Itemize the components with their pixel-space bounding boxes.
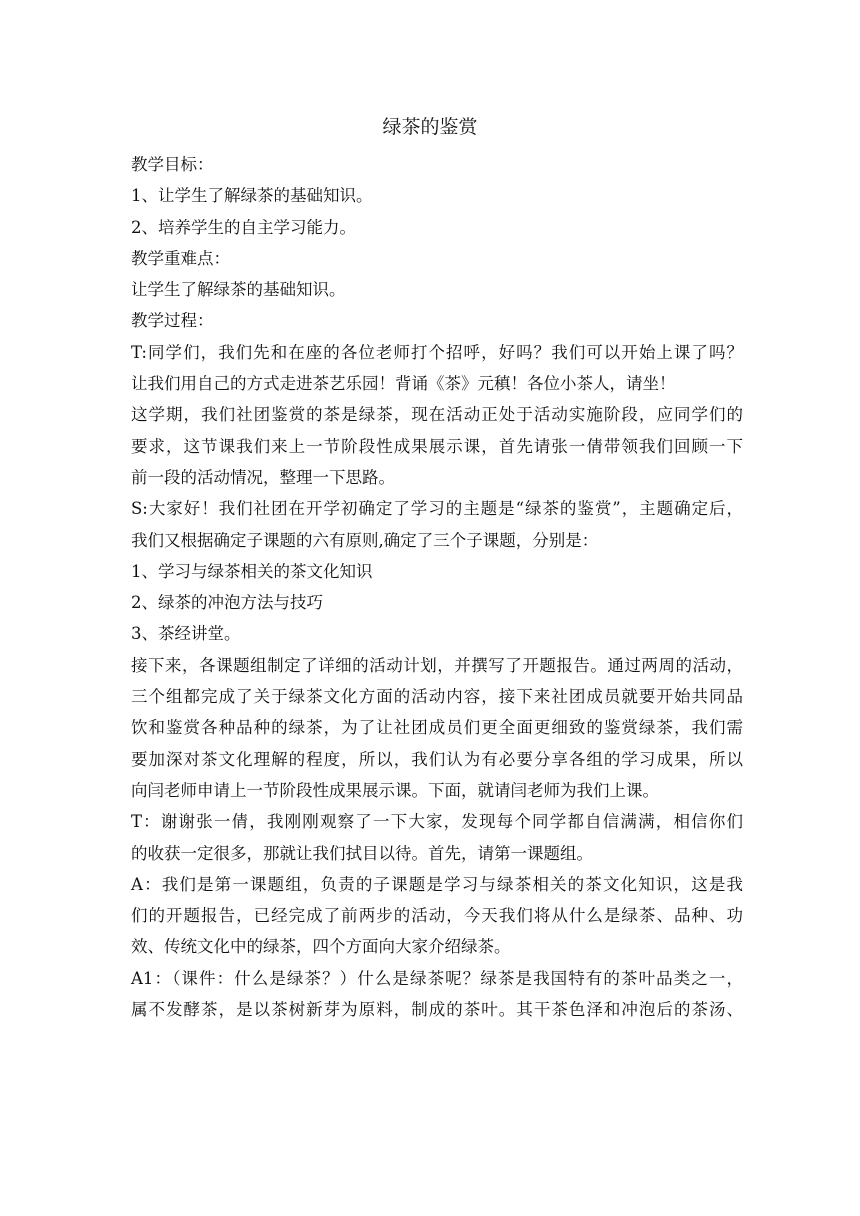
text-line: T:同学们，我们先和在座的各位老师打个招呼，好吗？我们可以开始上课了吗？ <box>131 342 743 362</box>
text-line: A1：（课件：什么是绿茶？）什么是绿茶呢？绿茶是我国特有的茶叶品类之一， <box>131 968 743 988</box>
text-line: 让学生了解绿茶的基础知识。 <box>131 280 346 300</box>
text-line: 向闫老师申请上一节阶段性成果展示课。下面，就请闫老师为我们上课。 <box>131 780 659 800</box>
text-line: A：我们是第一课题组，负责的子课题是学习与绿茶相关的茶文化知识，这是我 <box>131 874 743 894</box>
text-line: 我们又根据确定子课题的六有原则,确定了三个子课题，分别是： <box>131 530 599 550</box>
text-line: 要求，这节课我们来上一节阶段性成果展示课，首先请张一倩带领我们回顾一下 <box>131 436 743 456</box>
document-body <box>131 149 743 1025</box>
text-line: 教学目标： <box>131 155 214 174</box>
text-line: 要加深对茶文化理解的程度，所以，我们认为有必要分享各组的学习成果，所以 <box>131 749 743 769</box>
text-line: 1、让学生了解绿茶的基础知识。 <box>131 186 373 206</box>
text-line: S:大家好！我们社团在开学初确定了学习的主题是“绿茶的鉴赏”，主题确定后， <box>131 499 743 519</box>
text-line: 2、培养学生的自主学习能力。 <box>131 217 356 237</box>
text-line: 的收获一定很多，那就让我们拭目以待。首先，请第一课题组。 <box>131 843 593 863</box>
document-title: 绿茶的鉴赏 <box>382 116 478 138</box>
text-line: 2、绿茶的冲泡方法与技巧 <box>131 593 323 613</box>
text-line: 接下来，各课题组制定了详细的活动计划，并撰写了开题报告。通过两周的活动， <box>131 655 743 675</box>
text-line: 3、茶经讲堂。 <box>131 624 241 644</box>
text-line: 属不发酵茶，是以茶树新芽为原料，制成的茶叶。其干茶色泽和冲泡后的茶汤、 <box>131 1000 743 1020</box>
text-line: 让我们用自己的方式走进茶艺乐园！背诵《茶》元稹！各位小茶人，请坐！ <box>131 374 676 394</box>
text-line: 1、学习与绿茶相关的茶文化知识 <box>131 561 373 581</box>
text-line: 饮和鉴赏各种品种的绿茶，为了让社团成员们更全面更细致的鉴赏绿茶，我们需 <box>131 718 743 738</box>
text-line: T：谢谢张一倩，我刚刚观察了一下大家，发现每个同学都自信满满，相信你们 <box>131 812 743 832</box>
text-line: 这学期，我们社团鉴赏的茶是绿茶，现在活动正处于活动实施阶段，应同学们的 <box>131 405 743 425</box>
text-line: 教学重难点： <box>131 248 230 268</box>
text-line: 教学过程： <box>131 311 214 331</box>
text-line: 三个组都完成了关于绿茶文化方面的活动内容，接下来社团成员就要开始共同品 <box>131 687 743 707</box>
text-line: 前一段的活动情况，整理一下思路。 <box>131 467 395 487</box>
text-line: 们的开题报告，已经完成了前两步的活动，今天我们将从什么是绿茶、品种、功 <box>131 906 743 926</box>
text-line: 效、传统文化中的绿茶，四个方面向大家介绍绿茶。 <box>131 937 511 957</box>
